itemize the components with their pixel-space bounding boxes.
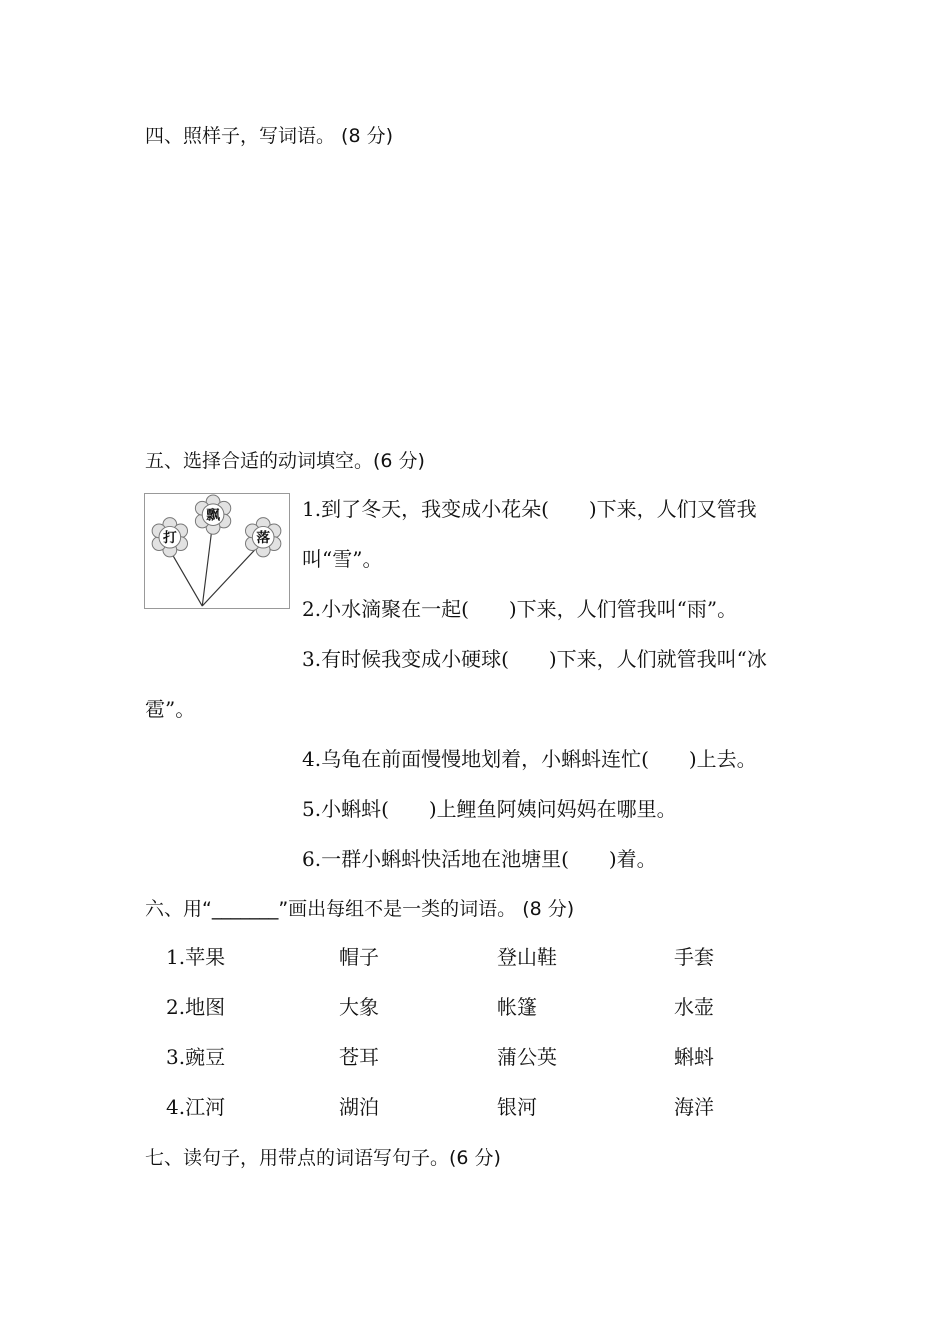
word-cell: 蝌蚪 [674, 1045, 714, 1069]
question-5-2: 2.小水滴聚在一起( )下来，人们管我叫“雨”。 [302, 597, 738, 621]
word-cell: 海洋 [674, 1095, 714, 1119]
section6-title: 六、用“_______”画出每组不是一类的词语。 (8 分) [145, 898, 575, 920]
flower-word-da: 打 [162, 530, 177, 547]
flower-left [152, 518, 187, 557]
section4-title: 四、照样子，写词语。 (8 分) [145, 125, 393, 147]
question-5-1-line1: 1.到了冬天，我变成小花朵( )下来，人们又管我 [302, 497, 757, 521]
stem-right [202, 545, 259, 606]
flower-illustration [145, 494, 289, 608]
word-cell: 湖泊 [339, 1095, 379, 1119]
question-5-4: 4.乌龟在前面慢慢地划着，小蝌蚪连忙( )上去。 [302, 747, 757, 771]
word-cell: 2.地图 [166, 995, 226, 1019]
word-cell: 帐篷 [497, 995, 537, 1019]
flower-word-luo: 落 [256, 530, 271, 547]
word-cell: 蒲公英 [497, 1045, 557, 1069]
flower-middle [195, 495, 230, 534]
question-5-3-line2: 雹”。 [145, 697, 196, 721]
flower-figure [144, 493, 290, 609]
word-cell: 大象 [339, 995, 379, 1019]
question-5-5: 5.小蝌蚪( )上鲤鱼阿姨问妈妈在哪里。 [302, 797, 677, 821]
stem-middle [202, 527, 212, 606]
word-cell: 手套 [674, 945, 714, 969]
section5-title: 五、选择合适的动词填空。(6 分) [145, 450, 425, 472]
question-5-1-line2: 叫“雪”。 [302, 547, 383, 571]
flower-right [246, 518, 281, 557]
word-cell: 水壶 [674, 995, 714, 1019]
word-cell: 3.豌豆 [166, 1045, 226, 1069]
question-5-3-line1: 3.有时候我变成小硬球( )下来，人们就管我叫“冰 [302, 647, 767, 671]
word-cell: 银河 [497, 1095, 537, 1119]
word-cell: 1.苹果 [166, 945, 226, 969]
section7-title: 七、读句子，用带点的词语写句子。(6 分) [145, 1147, 501, 1169]
word-cell: 登山鞋 [497, 945, 557, 969]
word-cell: 帽子 [339, 945, 379, 969]
word-cell: 4.江河 [166, 1095, 226, 1119]
word-cell: 苍耳 [339, 1045, 379, 1069]
question-5-6: 6.一群小蝌蚪快活地在池塘里( )着。 [302, 847, 657, 871]
flower-word-piao: 飘 [206, 507, 220, 524]
